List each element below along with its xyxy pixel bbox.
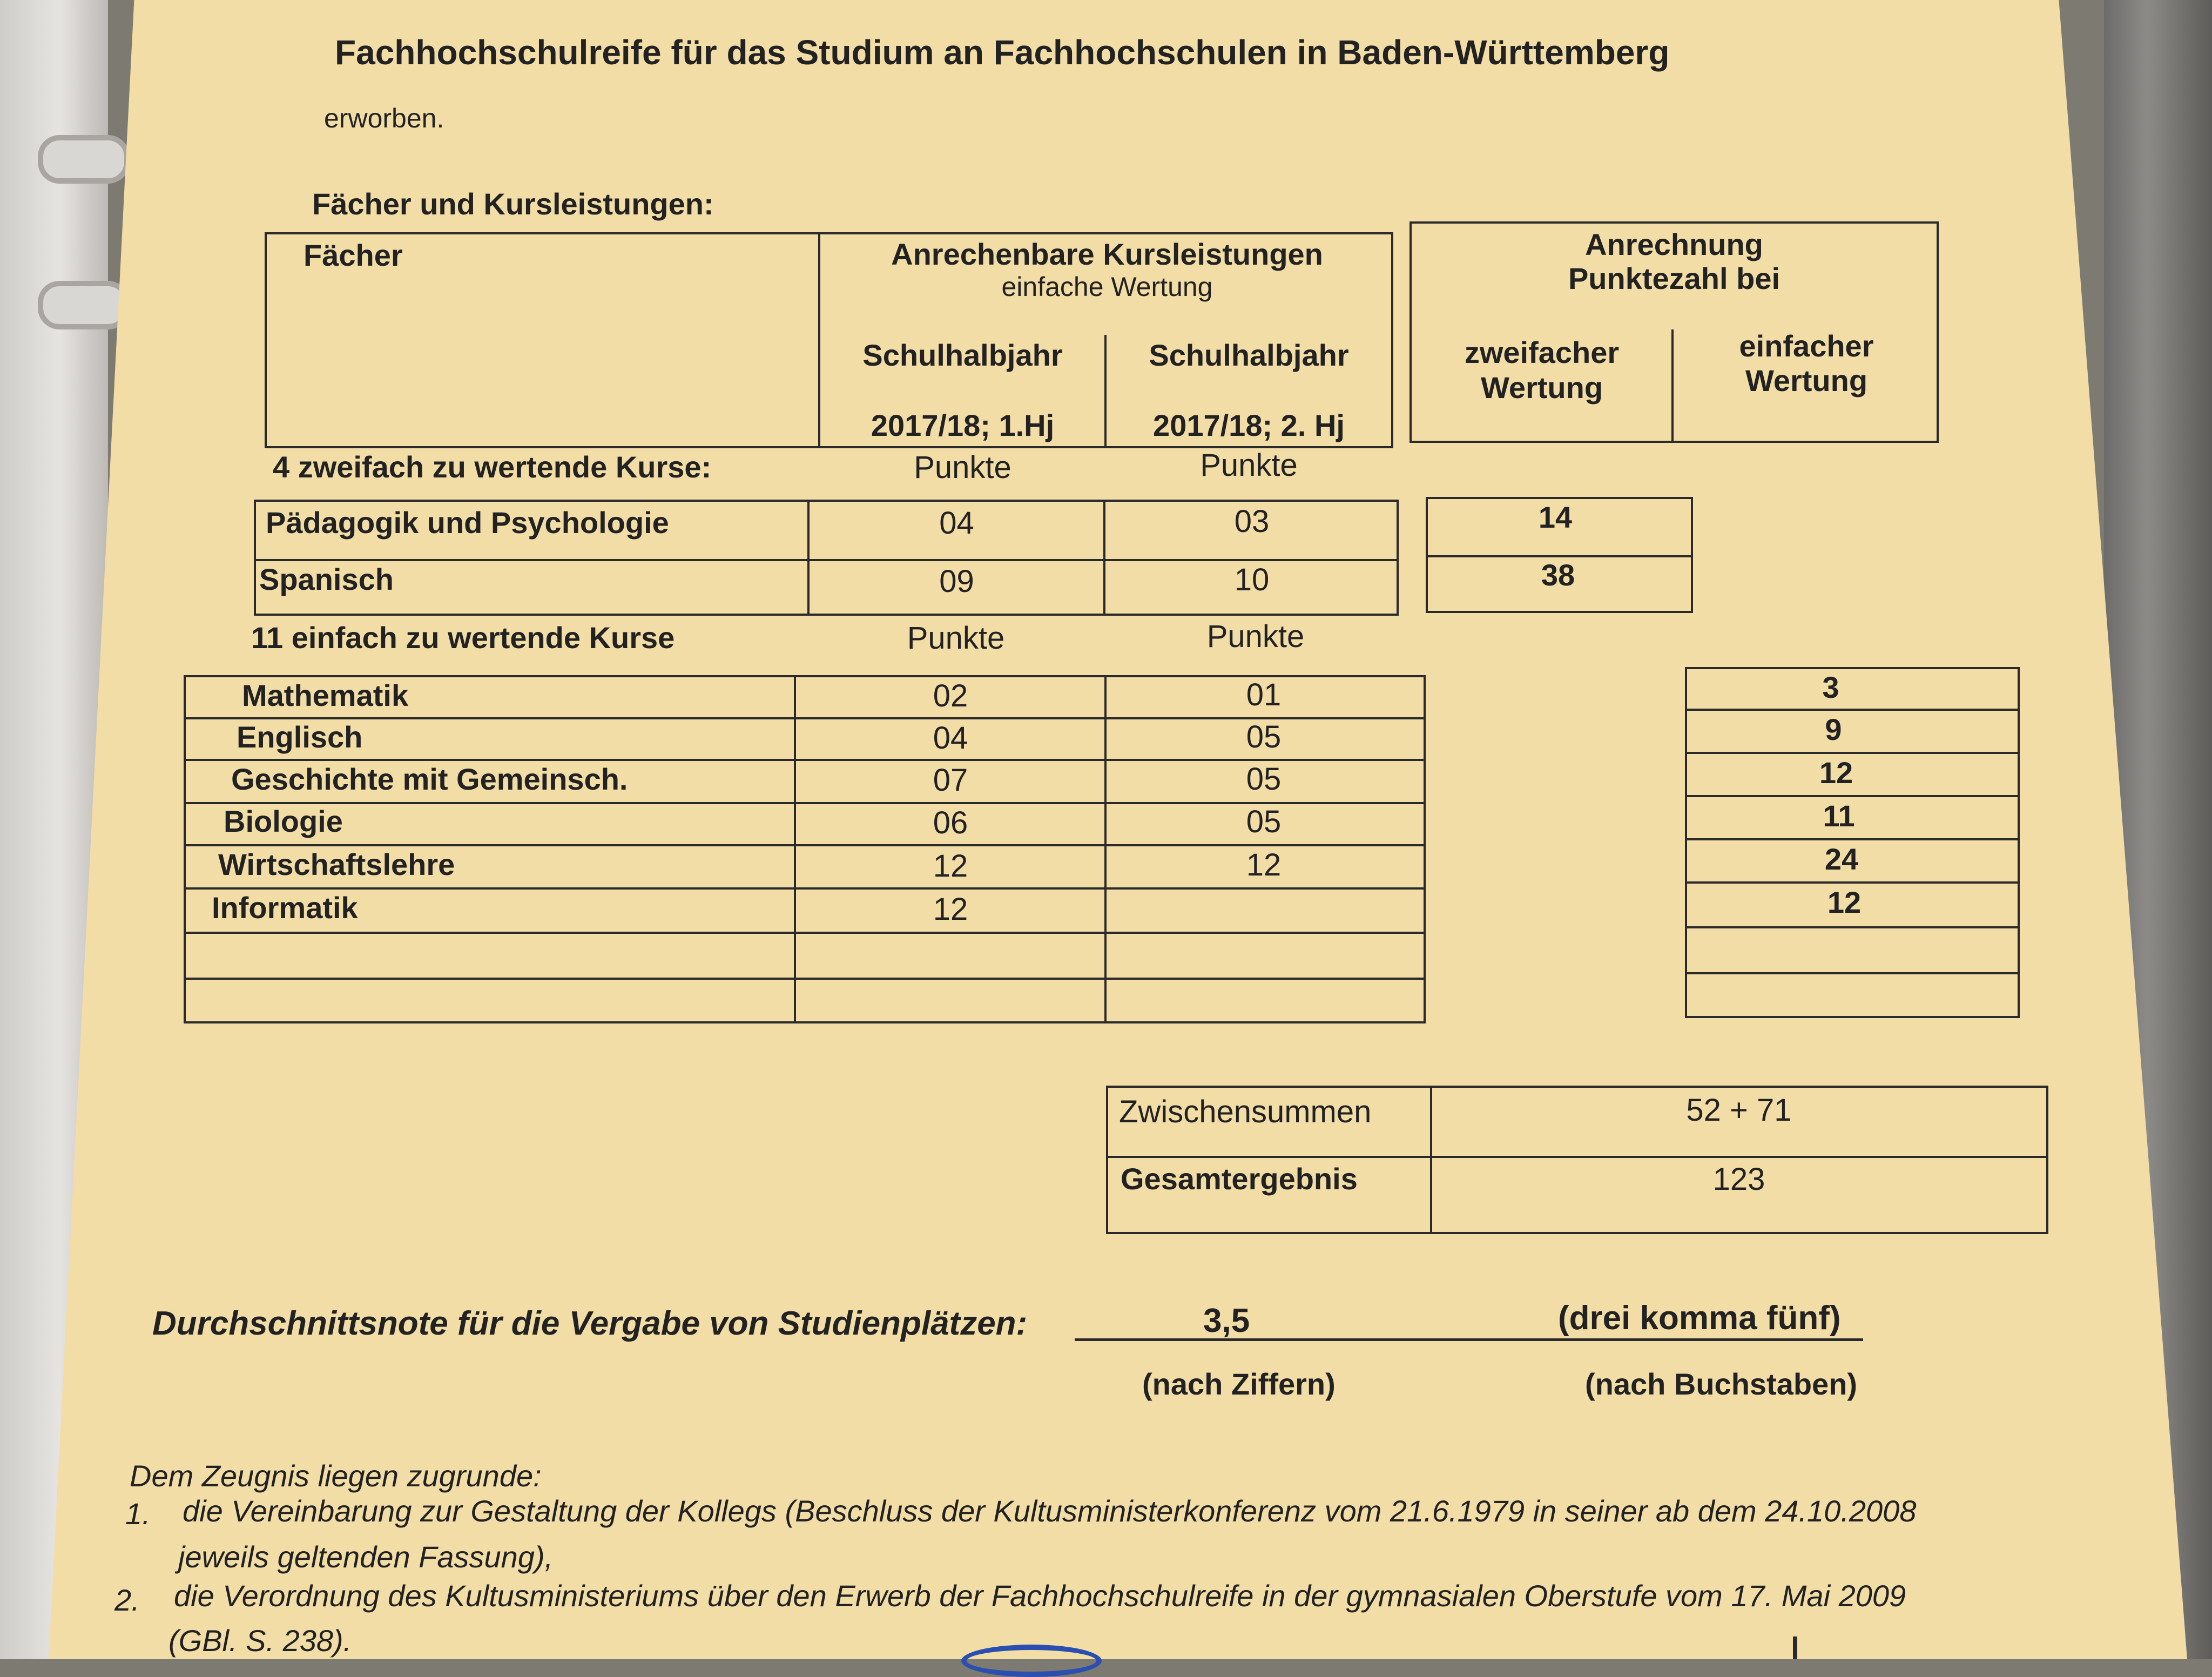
single-weight-label: einfacher (1739, 329, 1874, 363)
table-row-subject: Informatik (212, 891, 358, 925)
credit-value: 11 (1823, 799, 1855, 833)
table-row-h1: 04 (939, 506, 974, 541)
subtotals-value: 52 + 71 (1686, 1093, 1792, 1128)
table-row-subject: Wirtschaftslehre (218, 847, 455, 881)
row-divider (184, 932, 1426, 934)
col-divider (1430, 1086, 1432, 1234)
table-row-h1: 12 (933, 892, 968, 927)
credit-value: 14 (1538, 500, 1573, 534)
table-row-h1: 07 (933, 763, 968, 798)
credit-subtitle: Punktezahl bei (1568, 261, 1781, 295)
col-divider (1103, 500, 1105, 616)
table-row-subject: Mathematik (242, 678, 409, 712)
header-divider (1104, 335, 1107, 448)
section-label: Fächer und Kursleistungen: (312, 187, 714, 221)
table-row-subject: Englisch (237, 720, 363, 754)
footer-item-text: (GBl. S. 238). (168, 1624, 352, 1658)
credit-value: 3 (1822, 670, 1839, 704)
average-words: (drei komma fünf) (1558, 1299, 1841, 1337)
row-divider (1685, 795, 2020, 797)
credit-value: 38 (1541, 558, 1575, 592)
stamp-edge (961, 1645, 1102, 1677)
footer-item-number: 2. (114, 1583, 140, 1617)
table-row-h1: 04 (933, 720, 968, 756)
single-weight-label: Wertung (1745, 363, 1868, 398)
points-label: Punkte (1200, 448, 1298, 483)
subjects-header: Fächer (304, 238, 403, 272)
words-caption: (nach Buchstaben) (1585, 1367, 1858, 1401)
table-row-h2: 05 (1246, 762, 1282, 797)
table-row-h1: 09 (939, 564, 974, 599)
table-row-h2: 05 (1246, 804, 1282, 839)
row-divider (1685, 838, 2020, 840)
row-divider (1685, 881, 2020, 884)
term2-year: 2017/18; 2. Hj (1153, 408, 1345, 442)
subtotals-label: Zwischensummen (1119, 1094, 1372, 1129)
courses-title: Anrechenbare Kursleistungen (891, 237, 1323, 271)
row-divider (1106, 1156, 2048, 1158)
table-row-h1: 02 (933, 678, 968, 713)
credit-value: 24 (1824, 842, 1859, 876)
table-row-h2: 12 (1246, 847, 1282, 883)
credit-value: 12 (1819, 756, 1853, 790)
credit-value: 9 (1825, 712, 1842, 746)
credit-title: Anrechnung (1585, 227, 1763, 261)
points-label: Punkte (907, 621, 1005, 656)
signature-stroke (1793, 1636, 1797, 1659)
col-divider (1104, 675, 1107, 1023)
double-weight-label: Wertung (1480, 371, 1603, 405)
binder-ring (38, 281, 130, 329)
col-divider (807, 500, 810, 616)
row-divider (184, 978, 1426, 980)
digits-caption: (nach Ziffern) (1142, 1367, 1336, 1401)
double-courses-label: 4 zweifach zu wertende Kurse: (273, 450, 712, 484)
total-value: 123 (1712, 1162, 1765, 1197)
courses-subtitle: einfache Wertung (1001, 272, 1213, 302)
term1-year: 2017/18; 1.Hj (871, 408, 1055, 442)
table-row-h2: 10 (1234, 562, 1270, 597)
table-row-h1: 06 (933, 805, 968, 840)
average-digits: 3,5 (1203, 1302, 1250, 1339)
header-divider (818, 232, 820, 448)
footer-item-text: die Verordnung des Kultusministeriums über den Erwerb der Fachhochschulreife in der gymnasialen Oberstufe vom 17. Mai 2009 (174, 1579, 1906, 1613)
points-label: Punkte (1206, 619, 1305, 654)
credit-header-divider (1671, 329, 1674, 443)
row-divider (184, 844, 1426, 846)
table-row-h2: 03 (1234, 504, 1270, 539)
footer-item-number: 1. (125, 1497, 151, 1531)
row-divider (184, 887, 1426, 890)
table-row-subject: Spanisch (259, 562, 394, 596)
certificate-title: Fachhochschulreife für das Studium an Fachhochschulen in Baden-Württemberg (335, 33, 1670, 72)
table-row-h2: 01 (1246, 677, 1282, 712)
credit-value: 12 (1827, 885, 1862, 919)
double-weight-label: zweifacher (1464, 335, 1620, 369)
table-row-subject: Biologie (224, 804, 343, 838)
footer-intro: Dem Zeugnis liegen zugrunde: (130, 1459, 542, 1493)
average-underline (1075, 1338, 1863, 1341)
col-divider (794, 675, 796, 1023)
table-row-h2: 05 (1246, 719, 1282, 755)
single-courses-label: 11 einfach zu wertende Kurse (251, 621, 675, 655)
average-label: Durchschnittsnote für die Vergabe von Studienplätzen: (152, 1305, 1028, 1342)
row-divider (1685, 972, 2020, 974)
row-divider (254, 559, 1399, 561)
table-row-subject: Pädagogik und Psychologie (266, 506, 669, 540)
table-row-h1: 12 (933, 848, 968, 884)
binder-ring (38, 135, 130, 184)
acquired-text: erworben. (324, 103, 444, 133)
table-row-subject: Geschichte mit Gemeinsch. (231, 762, 628, 796)
row-divider (1685, 926, 2020, 928)
footer-item-text: jeweils geltenden Fassung), (178, 1540, 554, 1574)
row-divider (1685, 752, 2020, 754)
footer-item-text: die Vereinbarung zur Gestaltung der Kollegs (Beschluss der Kultusministerkonferenz vom 21.6.1979 in seiner ab dem 24.10.2008 (183, 1494, 1917, 1528)
points-label: Punkte (914, 450, 1011, 485)
row-divider (1685, 709, 2020, 711)
term1-label: Schulhalbjahr (862, 338, 1063, 372)
total-label: Gesamtergebnis (1121, 1162, 1358, 1196)
term2-label: Schulhalbjahr (1149, 338, 1349, 372)
